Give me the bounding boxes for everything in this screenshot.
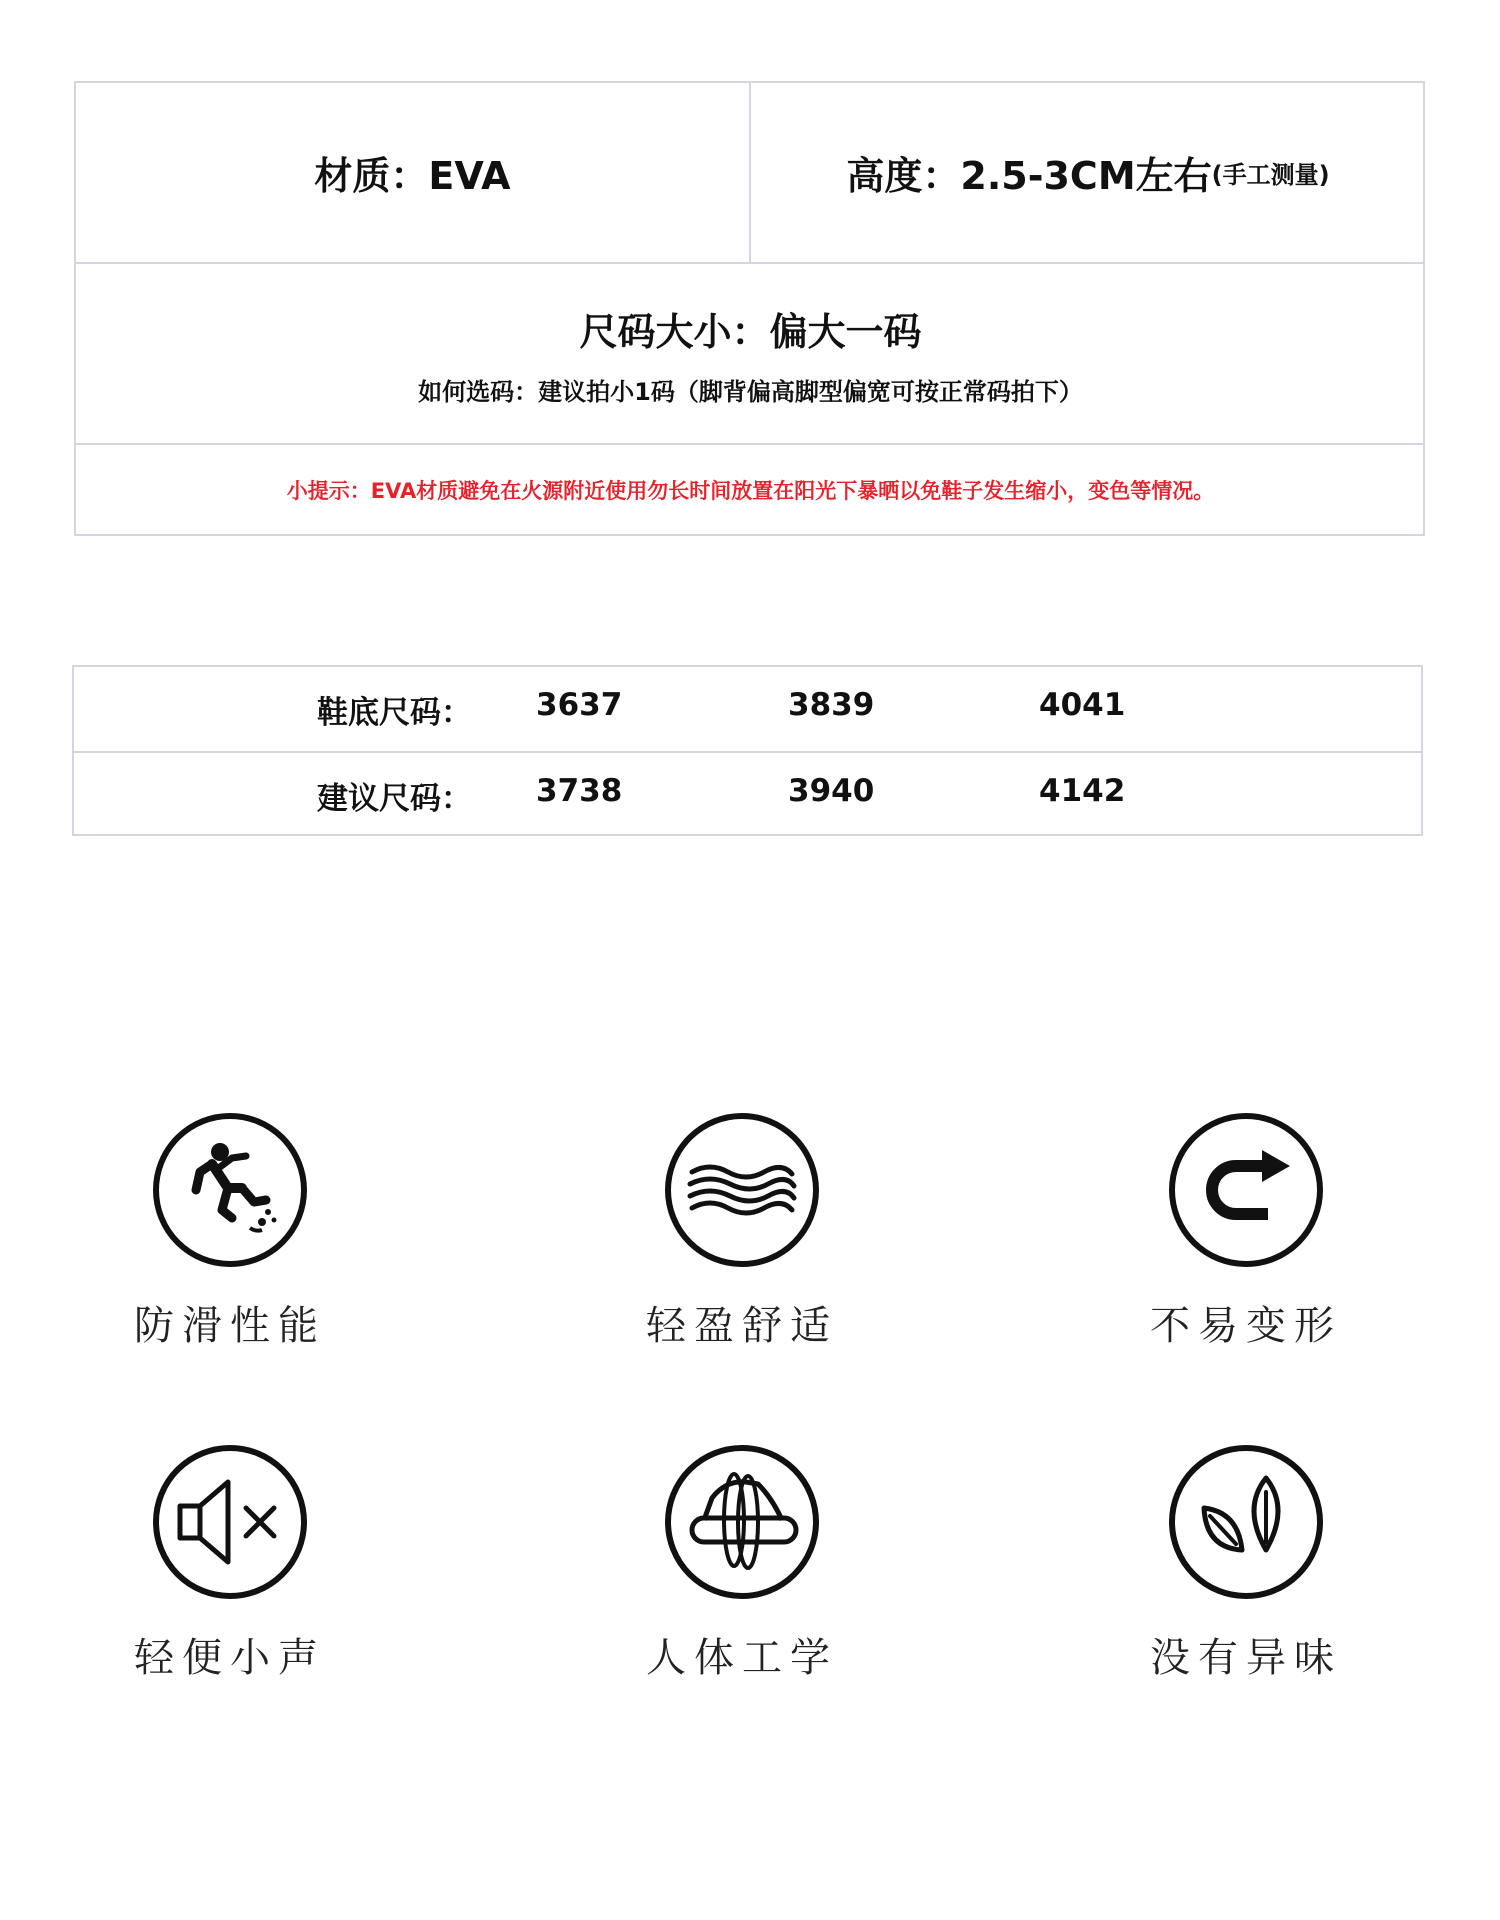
ergonomic-icon [662, 1442, 822, 1602]
leaf-icon [1166, 1442, 1326, 1602]
feature-label: 没有异味 [1150, 1635, 1342, 1681]
height-cell [751, 83, 1425, 264]
size-value: 3940 [788, 773, 875, 809]
size-value: 3738 [536, 773, 623, 809]
feature-quiet [100, 1442, 360, 1683]
size-table [72, 665, 1423, 836]
mute-speaker-icon [150, 1442, 310, 1602]
size-fit-text: 尺码大小：偏大一码 [579, 309, 922, 354]
row-label: 建议尺码： [317, 781, 472, 817]
tip-cell [76, 445, 1425, 534]
feature-ergonomic [612, 1442, 872, 1683]
row-label: 鞋底尺码： [317, 695, 472, 731]
size-value: 3637 [536, 687, 623, 723]
anti-slip-icon [150, 1110, 310, 1270]
size-fit-cell [76, 264, 1425, 445]
feature-label: 防滑性能 [134, 1303, 326, 1349]
feature-anti-slip [100, 1110, 360, 1351]
feature-no-odor [1116, 1442, 1376, 1683]
feature-label: 人体工学 [646, 1635, 838, 1681]
material-cell [76, 83, 751, 264]
size-value: 4142 [1039, 773, 1126, 809]
material-text: 材质：EVA [314, 154, 511, 198]
feature-label: 轻便小声 [134, 1635, 326, 1681]
table-row [74, 753, 1421, 837]
feature-label: 不易变形 [1150, 1303, 1342, 1349]
height-text: 高度：2.5-3CM左右 [846, 154, 1212, 198]
height-note: (手工测量) [1211, 161, 1330, 189]
spec-box [74, 81, 1425, 536]
size-value: 3839 [788, 687, 875, 723]
table-row [74, 667, 1421, 753]
tip-text: 小提示：EVA材质避免在火源附近使用勿长时间放置在阳光下暴晒以免鞋子发生缩小，变色等情况。 [286, 478, 1215, 503]
wave-icon [662, 1110, 822, 1270]
feature-no-deform [1116, 1110, 1376, 1351]
feature-label: 轻盈舒适 [646, 1303, 838, 1349]
feature-light-comfort [612, 1110, 872, 1351]
size-advice-text: 如何选码：建议拍小1码（脚背偏高脚型偏宽可按正常码拍下） [418, 377, 1083, 406]
size-value: 4041 [1039, 687, 1126, 723]
rebound-arrow-icon [1166, 1110, 1326, 1270]
